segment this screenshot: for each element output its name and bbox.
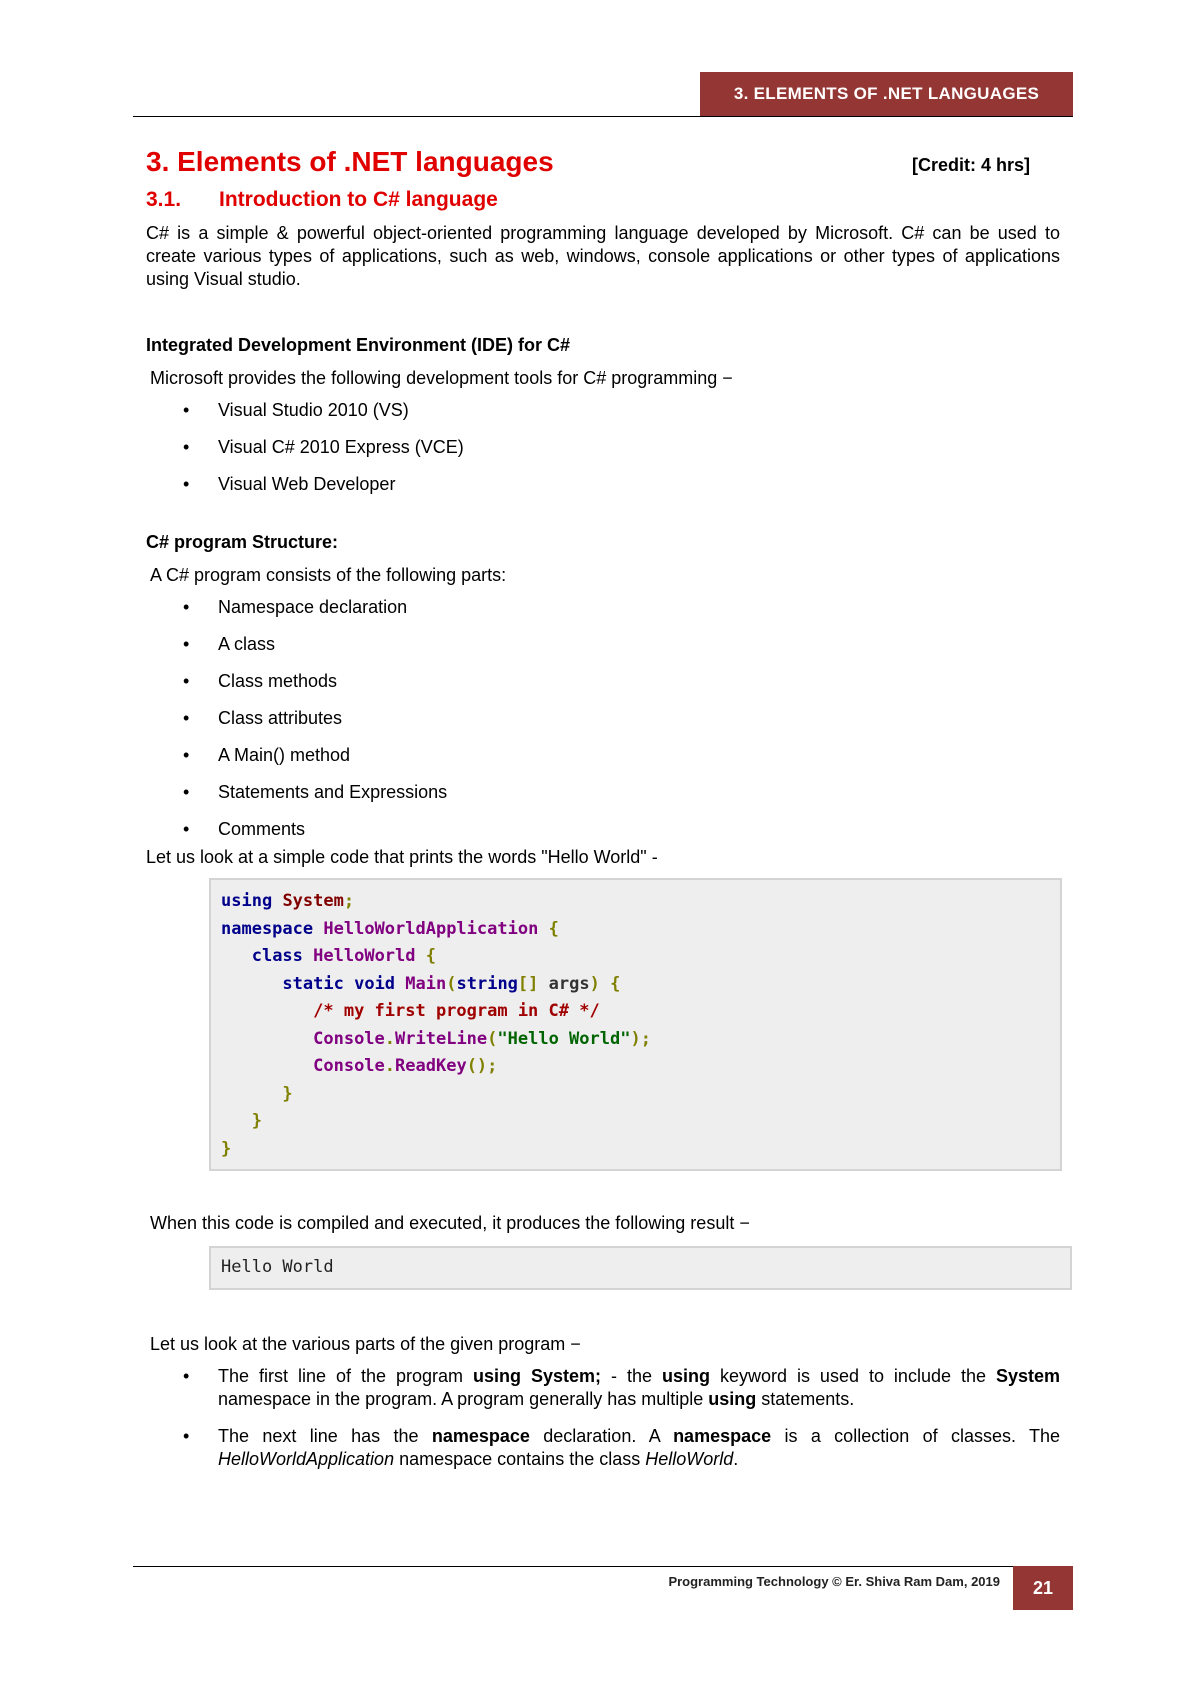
- list-item: • Visual Web Developer: [183, 474, 396, 494]
- list-item: • Visual C# 2010 Express (VCE): [183, 437, 464, 457]
- bullet-icon: •: [183, 437, 190, 457]
- code-line: Console.ReadKey();: [313, 1056, 498, 1076]
- output-text: Hello World: [221, 1257, 334, 1277]
- ide-lead: Microsoft provides the following development tools for C# programming −: [150, 368, 733, 388]
- bullet-icon: •: [183, 1365, 190, 1386]
- code-line: namespace HelloWorldApplication {: [221, 918, 559, 939]
- page-number: 21: [1013, 1566, 1073, 1610]
- header-rule: [133, 116, 1073, 117]
- section-title: Introduction to C# language: [219, 188, 498, 211]
- list-item: • Visual Studio 2010 (VS): [183, 400, 409, 420]
- bullet-icon: •: [183, 634, 190, 654]
- code-line: Console.WriteLine("Hello World");: [313, 1028, 651, 1049]
- chapter-header-tab: 3. ELEMENTS OF .NET LANGUAGES: [700, 72, 1073, 116]
- structure-heading: C# program Structure:: [146, 532, 339, 552]
- bullet-icon: •: [183, 745, 190, 765]
- bullet-icon: •: [183, 819, 190, 839]
- bullet-icon: •: [183, 474, 190, 494]
- list-item: • Class methods: [183, 671, 338, 691]
- bullet-icon: •: [183, 782, 190, 802]
- section-number: 3.1.: [146, 188, 182, 211]
- bullet-icon: •: [183, 400, 190, 420]
- list-item: • The first line of the program using System; - the using keyword is used to include the System namespace in the program. A program generally has multiple using statements.: [183, 1365, 1061, 1409]
- code-line: }: [221, 1138, 232, 1159]
- list-item: • The next line has the namespace declaration. A namespace is a collection of classes. The HelloWorldApplication namespace contains the class HelloWorld.: [183, 1425, 1061, 1469]
- chapter-title: 3. Elements of .NET languages: [146, 146, 554, 177]
- code-line: }: [282, 1083, 293, 1104]
- footer-rule: [133, 1566, 1013, 1567]
- output-block: [209, 1246, 1072, 1290]
- structure-parts-list: [146, 596, 1060, 841]
- code-line: class HelloWorld {: [251, 946, 437, 966]
- bullet-icon: •: [183, 671, 190, 691]
- bullet-icon: •: [183, 1425, 190, 1446]
- code-line: }: [251, 1111, 262, 1131]
- title-row: [146, 140, 1060, 180]
- structure-lead: A C# program consists of the following parts:: [150, 565, 507, 585]
- list-item: • Class attributes: [183, 708, 343, 728]
- ide-heading: Integrated Development Environment (IDE) for C#: [146, 335, 571, 355]
- code-line: static void Main(string[] args) {: [282, 973, 621, 994]
- page-content: [146, 140, 1060, 1485]
- footer-text: Programming Technology © Er. Shiva Ram Dam, 2019: [668, 1574, 1000, 1589]
- bullet-icon: •: [183, 708, 190, 728]
- section-heading: [146, 188, 1060, 212]
- bullet-icon: •: [183, 597, 190, 617]
- list-item: • A class: [183, 634, 276, 654]
- program-parts-list: [146, 1365, 1060, 1471]
- list-item: • Comments: [183, 819, 306, 839]
- code-line: /* my first program in C# */: [313, 1001, 600, 1021]
- ide-tool-list: [146, 399, 1060, 496]
- code-block: [209, 878, 1062, 1171]
- list-item: • Namespace declaration: [183, 597, 408, 617]
- list-item: • A Main() method: [183, 745, 351, 765]
- result-intro: When this code is compiled and executed, it produces the following result −: [150, 1213, 750, 1233]
- list-item: • Statements and Expressions: [183, 782, 448, 802]
- code-line: using System;: [221, 891, 355, 911]
- parts-lead: Let us look at the various parts of the given program −: [150, 1333, 581, 1354]
- code-intro: Let us look at a simple code that prints the words "Hello World" -: [146, 847, 658, 867]
- credit-hours: [Credit: 4 hrs]: [911, 155, 1030, 175]
- intro-paragraph: C# is a simple & powerful object-oriented programming language developed by Microsoft. C# can be used to create various types of applications, such as web, windows, console applications or other types of applications using Visual studio.: [146, 223, 1060, 289]
